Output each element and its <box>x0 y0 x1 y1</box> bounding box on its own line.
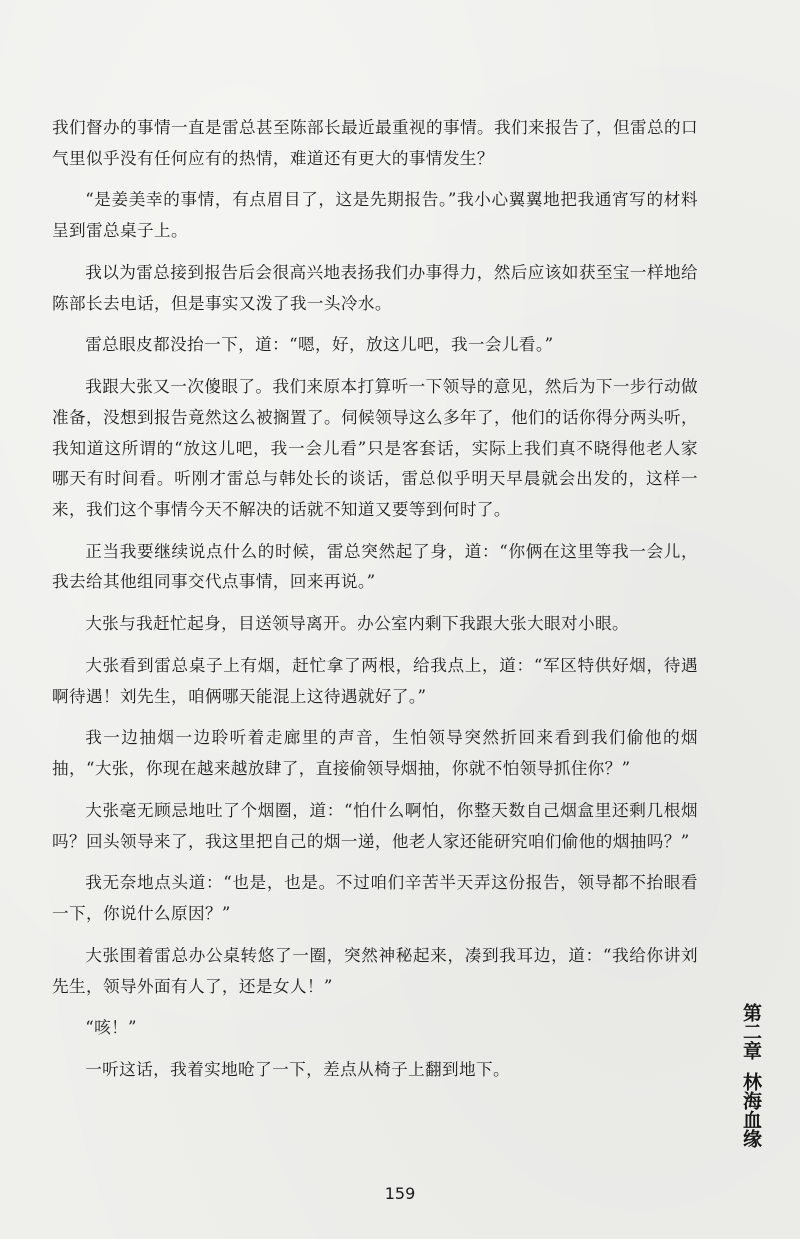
paragraph: 大张毫无顾忌地吐了个烟圈，道：“怕什么啊怕，你整天数自己烟盒里还剩几根烟吗？回头领导来了，我这里把自己的烟一递，他老人家还能研究咱们偷他的烟抽吗？” <box>52 800 698 851</box>
paragraph: 大张看到雷总桌子上有烟，赶忙拿了两根，给我点上，道：“军区特供好烟，待遇啊待遇！刘先生，咱俩哪天能混上这待遇就好了。” <box>52 655 698 706</box>
paragraph: 我跟大张又一次傻眼了。我们来原本打算听一下领导的意见，然后为下一步行动做准备，没想到报告竟然这么被搁置了。伺候领导这么多年了，他们的话你得分两头听，我知道这所谓的“放这儿吧，我一会儿看”只是客套话，实际上我们真不晓得他老人家哪天有时间看。听刚才雷总与韩处长的谈话，雷总似乎明天早晨就会出发的，这样一来，我们这个事情今天不解决的话就不知道又要等到何时了。 <box>52 377 698 519</box>
paragraph: “是姜美幸的事情，有点眉目了，这是先期报告。”我小心翼翼地把我通宵写的材料呈到雷总桌子上。 <box>52 190 698 241</box>
paragraph: 我们督办的事情一直是雷总甚至陈部长最近最重视的事情。我们来报告了，但雷总的口气里似乎没有任何应有的热情，难道还有更大的事情发生？ <box>52 118 698 168</box>
paragraph: “咳！” <box>85 1018 137 1038</box>
paragraph: 一听这话，我着实地呛了一下，差点从椅子上翻到地下。 <box>85 1060 511 1080</box>
chapter-number: 第二章 <box>740 1003 762 1060</box>
paragraph: 正当我要继续说点什么的时候，雷总突然起了身，道：“你俩在这里等我一会儿，我去给其他组同事交代点事情，回来再说。” <box>52 541 698 592</box>
bleed-through-shadow <box>746 80 786 170</box>
paragraph: 雷总眼皮都没抬一下，道：“嗯，好，放这儿吧，我一会儿看。” <box>85 335 554 355</box>
paragraph: 大张与我赶忙起身，目送领导离开。办公室内剩下我跟大张大眼对小眼。 <box>85 614 629 634</box>
paragraph: 我无奈地点头道：“也是，也是。不过咱们辛苦半天弄这份报告，领导都不抬眼看一下，你说什么原因？” <box>52 873 698 924</box>
chapter-title: 林海血缘 <box>740 1072 762 1148</box>
paragraph: 我以为雷总接到报告后会很高兴地表扬我们办事得力，然后应该如获至宝一样地给陈部长去电话，但是事实又泼了我一头冷水。 <box>52 262 698 313</box>
body-text <box>52 113 698 1097</box>
paragraph: 大张围着雷总办公桌转悠了一圈，突然神秘起来，凑到我耳边，道：“我给你讲刘先生，领导外面有人了，还是女人！” <box>52 945 698 996</box>
paragraph: 我一边抽烟一边聆听着走廊里的声音，生怕领导突然折回来看到我们偷他的烟抽，“大张，你现在越来越放肆了，直接偷领导烟抽，你就不怕领导抓住你？” <box>52 728 698 779</box>
page-number: 159 <box>384 1184 416 1203</box>
chapter-running-head <box>731 1003 761 1148</box>
